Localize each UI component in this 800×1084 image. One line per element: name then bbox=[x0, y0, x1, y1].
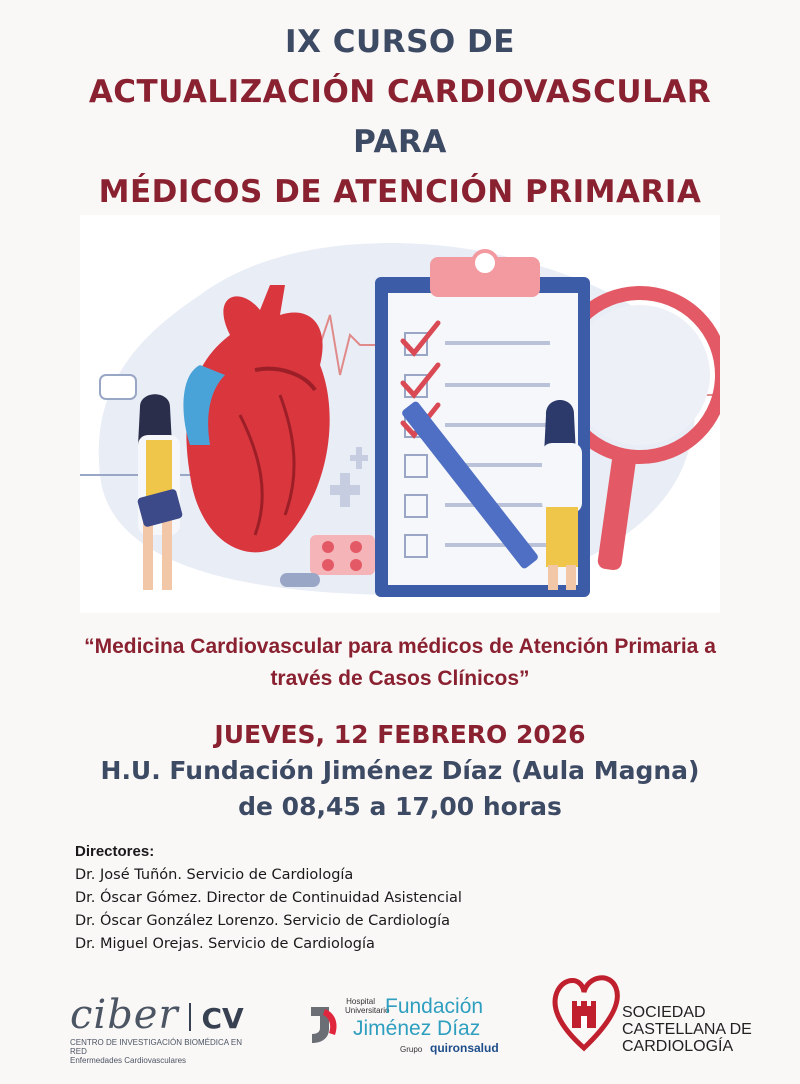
fjd-brand: quironsalud bbox=[430, 1041, 499, 1055]
event-venue: H.U. Fundación Jiménez Díaz (Aula Magna) bbox=[100, 756, 700, 785]
title-line-2: ACTUALIZACIÓN CARDIOVASCULAR bbox=[88, 74, 712, 110]
scc-line-1: SOCIEDAD bbox=[622, 1004, 706, 1021]
title-line-3: PARA bbox=[353, 124, 447, 160]
directors-heading: Directores: bbox=[75, 843, 155, 860]
course-subtitle-line-1: “Medicina Cardiovascular para médicos de Atención Primaria a bbox=[84, 635, 716, 658]
course-subtitle-line-2: través de Casos Clínicos” bbox=[270, 667, 530, 690]
scc-logo bbox=[548, 970, 758, 1065]
ciber-wordmark: ciber bbox=[70, 992, 179, 1038]
fjd-name-2: Jiménez Díaz bbox=[353, 1017, 481, 1040]
logo-divider bbox=[189, 1003, 191, 1031]
director-item: Dr. Óscar Gómez. Director de Continuidad Asistencial bbox=[75, 890, 462, 906]
fjd-small-universitario: Universitario bbox=[345, 1006, 390, 1015]
scc-line-3: CARDIOLOGÍA bbox=[622, 1038, 734, 1055]
cardiology-illustration bbox=[80, 215, 720, 613]
director-item: Dr. José Tuñón. Servicio de Cardiología bbox=[75, 867, 354, 883]
ciber-caption-1: CENTRO DE INVESTIGACIÓN BIOMÉDICA EN RED bbox=[70, 1038, 243, 1056]
director-item: Dr. Miguel Orejas. Servicio de Cardiología bbox=[75, 936, 375, 952]
fjd-group: Grupo bbox=[400, 1045, 423, 1054]
director-item: Dr. Óscar González Lorenzo. Servicio de Cardiología bbox=[75, 913, 451, 929]
event-date: JUEVES, 12 FEBRERO 2026 bbox=[214, 720, 586, 749]
title-line-1: IX CURSO DE bbox=[285, 24, 515, 60]
ciber-caption-2: Enfermedades Cardiovasculares bbox=[70, 1056, 187, 1065]
scc-line-2: CASTELLANA DE bbox=[622, 1021, 752, 1038]
heart-castle-icon bbox=[548, 970, 620, 1055]
fjd-logo bbox=[305, 995, 520, 1065]
ciber-cv-logo bbox=[70, 992, 250, 1065]
event-time: de 08,45 a 17,00 horas bbox=[238, 792, 562, 821]
fjd-mark-icon bbox=[305, 1003, 341, 1045]
title-line-4: MÉDICOS DE ATENCIÓN PRIMARIA bbox=[98, 174, 702, 210]
ciber-cv-suffix: CV bbox=[201, 1002, 244, 1035]
fjd-name-1: Fundación bbox=[385, 995, 484, 1018]
fjd-small-hospital: Hospital bbox=[346, 997, 375, 1006]
